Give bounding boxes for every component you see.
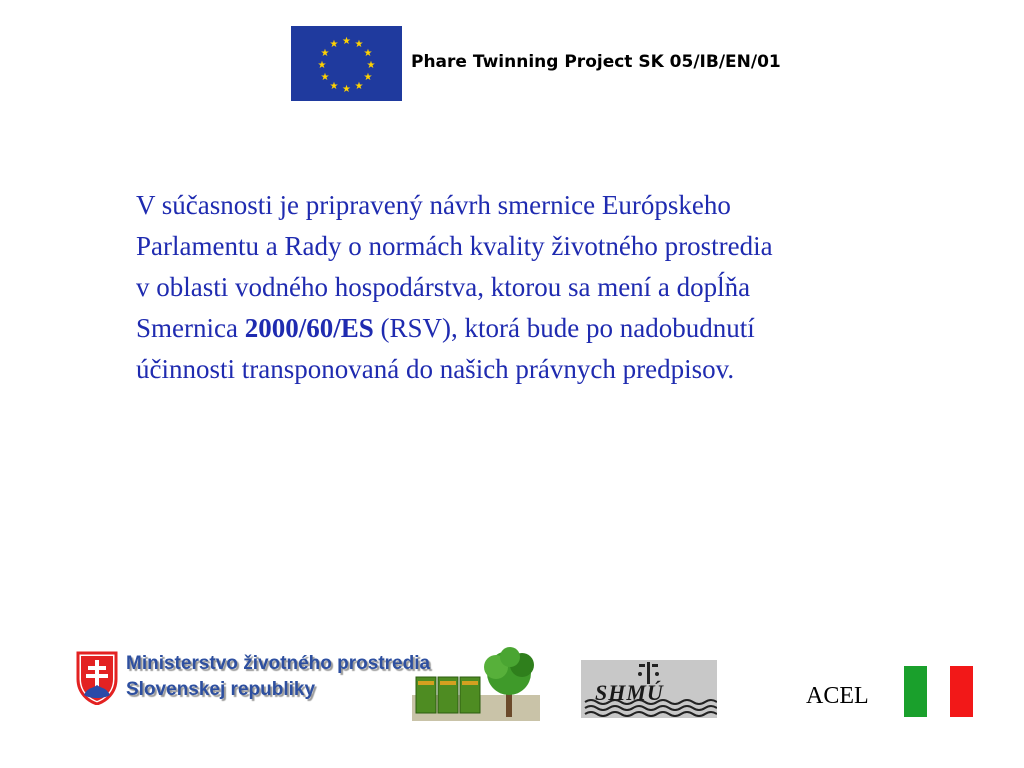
body-line xyxy=(136,308,956,349)
svg-text:★: ★ xyxy=(342,36,351,47)
svg-text:★: ★ xyxy=(363,48,373,59)
italy-flag-icon xyxy=(904,666,973,717)
svg-text:★: ★ xyxy=(317,60,327,71)
ministry-logo xyxy=(74,645,539,721)
body-line: V súčasnosti je pripravený návrh smernice Európskeho xyxy=(136,190,731,220)
tree-icon xyxy=(412,647,540,721)
flag-stripe-green xyxy=(904,666,927,717)
ministry-name-line: Ministerstvo životného prostredia xyxy=(126,653,431,674)
shmu-logo-icon xyxy=(581,660,717,718)
shmu-label: SHMÚ xyxy=(595,680,664,705)
svg-text:★: ★ xyxy=(354,39,364,50)
svg-text:★: ★ xyxy=(366,60,376,71)
flag-stripe-white xyxy=(927,666,950,717)
slovak-crest-icon xyxy=(76,651,118,705)
svg-text:★: ★ xyxy=(320,48,330,59)
body-text-segment: (RSV), ktorá bude po nadobudnutí xyxy=(373,313,755,343)
svg-text:★: ★ xyxy=(342,84,351,95)
project-title: Phare Twinning Project SK 05/IB/EN/01 xyxy=(411,52,781,72)
svg-text:★: ★ xyxy=(329,39,339,50)
body-paragraph xyxy=(136,185,956,390)
svg-text:★: ★ xyxy=(363,72,373,83)
body-line: účinnosti transponovaná do našich právnych predpisov. xyxy=(136,354,735,384)
body-line: Parlamentu a Rady o normách kvality životného prostredia xyxy=(136,231,773,261)
acel-label: ACEL xyxy=(806,683,869,709)
ministry-name-line: Slovenskej republiky xyxy=(126,679,316,700)
body-text-segment: Smernica xyxy=(136,313,245,343)
svg-text:★: ★ xyxy=(320,72,330,83)
svg-text:★: ★ xyxy=(329,81,339,92)
body-line: v oblasti vodného hospodárstva, ktorou sa mení a dopĺňa xyxy=(136,272,751,302)
ministry-name xyxy=(126,651,430,703)
flag-stripe-red xyxy=(950,666,973,717)
eu-flag-icon xyxy=(291,26,402,101)
svg-text:★: ★ xyxy=(354,81,364,92)
directive-number: 2000/60/ES xyxy=(244,313,374,343)
